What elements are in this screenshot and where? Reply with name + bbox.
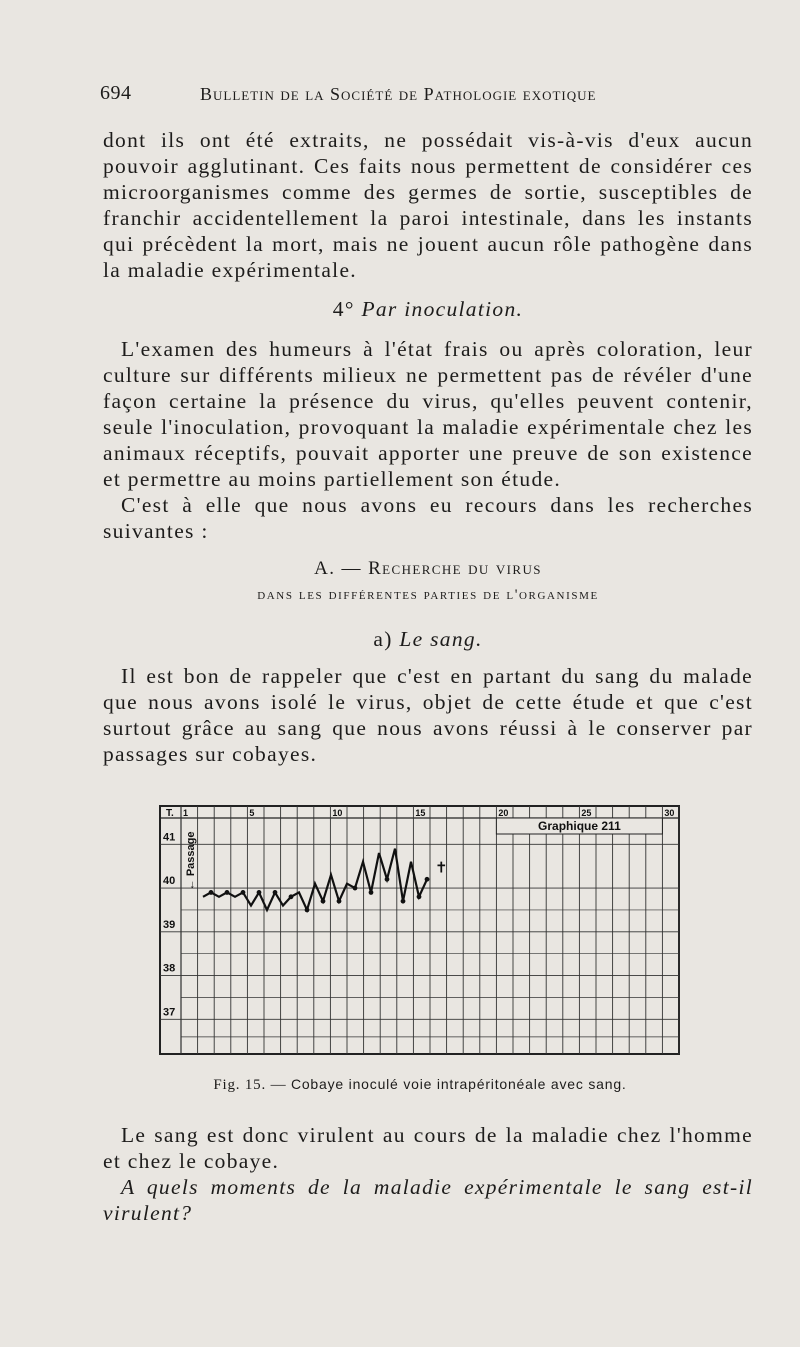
x-tick-label: 20 bbox=[498, 808, 509, 818]
temperature-point bbox=[425, 877, 430, 882]
y-tick-label: 40 bbox=[163, 875, 176, 888]
temperature-point bbox=[289, 894, 294, 899]
figure-caption-text: Cobaye inoculé voie intrapéritonéale avec sang. bbox=[290, 1076, 627, 1092]
subsection-title: Le sang. bbox=[399, 627, 483, 651]
section-title: Par inoculation. bbox=[361, 297, 524, 321]
temperature-point bbox=[257, 890, 262, 895]
x-tick-label: 10 bbox=[332, 808, 343, 818]
subsection-label: a) bbox=[373, 627, 393, 651]
temperature-point bbox=[273, 890, 278, 895]
passage-annotation: ← Passage bbox=[185, 831, 197, 891]
temperature-point bbox=[369, 890, 374, 895]
chapter-heading-line2: dans les différentes parties de l'organisme bbox=[257, 587, 599, 603]
y-tick-label: 41 bbox=[163, 831, 176, 844]
chapter-heading bbox=[103, 556, 753, 608]
temperature-chart bbox=[155, 800, 685, 1060]
page-header bbox=[100, 82, 750, 112]
paragraph: dont ils ont été extraits, ne possédait vis-à-vis d'eux aucun pouvoir agglutinant. Ces faits nous permettent de considérer ces microorganismes comme des germes de sortie, susceptibles de franchir accidentellement la paroi intestinale, dans les instants qui précèdent la mort, mais ne jouent aucun rôle pathogène dans la maladie expérimentale. bbox=[103, 128, 753, 282]
x-tick-label: 30 bbox=[664, 808, 675, 818]
paragraph: C'est à elle que nous avons eu recours dans les recherches suivantes : bbox=[103, 493, 753, 543]
chart-corner-label: T. bbox=[166, 808, 174, 819]
figure-number: Fig. 15. — bbox=[213, 1077, 287, 1093]
temperature-point bbox=[385, 877, 390, 882]
paragraph-block bbox=[103, 336, 753, 544]
x-tick-label: 5 bbox=[249, 808, 255, 818]
chapter-heading-line1: A. — Recherche du virus bbox=[314, 558, 542, 579]
paragraph-question: A quels moments de la maladie expérimentale le sang est-il virulent? bbox=[103, 1175, 753, 1225]
temperature-point bbox=[321, 899, 326, 904]
section-heading-inoculation bbox=[103, 296, 753, 322]
death-marker: ✝ bbox=[435, 859, 448, 877]
chart-title: Graphique 211 bbox=[538, 819, 621, 833]
temperature-point bbox=[401, 899, 406, 904]
figure-caption bbox=[160, 1076, 680, 1094]
temperature-point bbox=[305, 908, 310, 913]
x-tick-label: 1 bbox=[183, 808, 189, 818]
temperature-line bbox=[203, 849, 427, 910]
paragraph: L'examen des humeurs à l'état frais ou après coloration, leur culture sur différents milieux ne permettent pas de révéler d'une façon certaine la présence du virus, qu'elles peuvent contenir, seule l'inoculation, provoquant la maladie expérimentale chez les animaux réceptifs, pouvait apporter une preuve de son existence et permettre au moins partiellement son étude. bbox=[103, 337, 753, 491]
temperature-point bbox=[417, 894, 422, 899]
y-tick-label: 39 bbox=[163, 918, 176, 931]
x-tick-label: 25 bbox=[581, 808, 592, 818]
x-tick-label: 15 bbox=[415, 808, 426, 818]
paragraph-block bbox=[103, 1122, 753, 1226]
y-tick-label: 38 bbox=[163, 962, 176, 975]
y-tick-label: 37 bbox=[163, 1006, 176, 1019]
paragraph-continued bbox=[103, 127, 753, 283]
temperature-point bbox=[353, 886, 358, 891]
temperature-point bbox=[241, 890, 246, 895]
chart-grid bbox=[160, 806, 679, 1054]
temperature-point bbox=[337, 899, 342, 904]
running-title: Bulletin de la Société de Pathologie exotique bbox=[200, 84, 597, 104]
subsection-heading bbox=[103, 626, 753, 652]
temperature-point bbox=[209, 890, 214, 895]
paragraph: Il est bon de rappeler que c'est en partant du sang du malade que nous avons isolé le virus, objet de cette étude et que c'est surtout grâce au sang que nous avons réussi à le conserver par passages sur cobayes. bbox=[103, 664, 753, 766]
temperature-point bbox=[225, 890, 230, 895]
chart-labels bbox=[163, 808, 674, 1018]
page-number: 694 bbox=[100, 82, 132, 104]
paragraph: Le sang est donc virulent au cours de la maladie chez l'homme et chez le cobaye. bbox=[103, 1123, 753, 1173]
paragraph-block bbox=[103, 663, 753, 767]
chart-frame bbox=[160, 806, 679, 1054]
chart-series bbox=[203, 849, 429, 913]
section-number: 4° bbox=[332, 297, 355, 321]
